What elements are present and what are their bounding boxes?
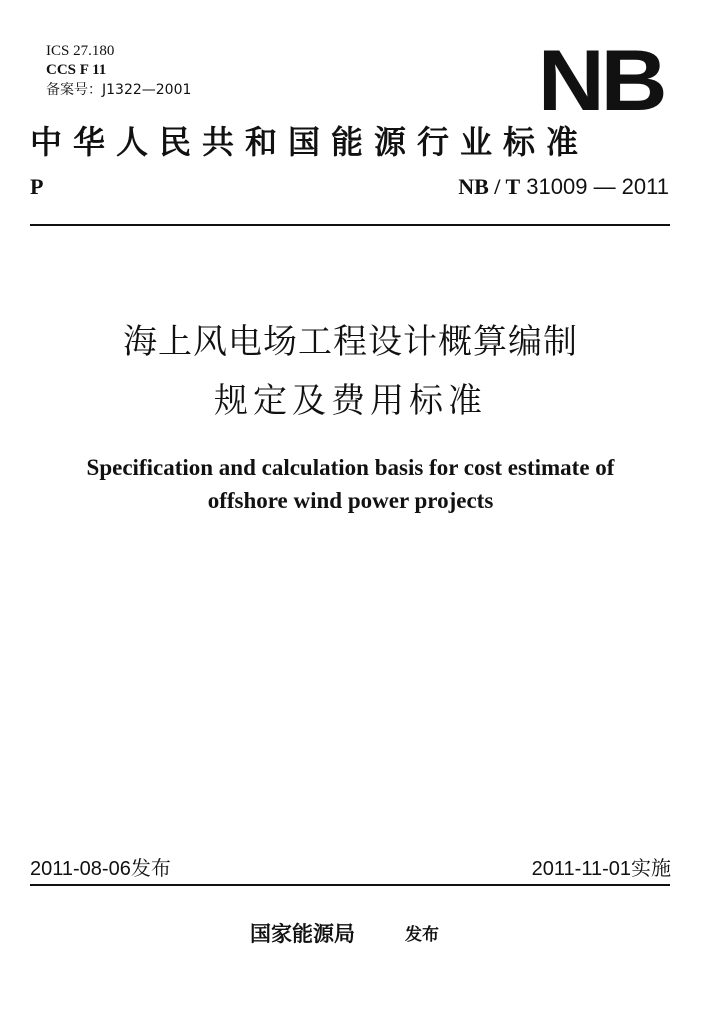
category-code: P [30,174,44,199]
ccs-code: CCS F 11 [46,62,107,78]
effective-date: 2011-11-01实施 [531,858,671,880]
industry-standard-label: 中华人民共和国能源行业标准 [30,123,590,161]
standard-number [458,174,669,200]
chinese-title-line-2: 规定及费用标准 [214,381,487,421]
record-number: 备案号：J1322—2001 [46,82,192,98]
issuer-action: 发布 [405,925,439,945]
english-title-line-2: offshore wind power projects [207,488,494,513]
standard-number-prefix: NB / T [458,174,521,199]
ics-code: ICS 27.180 [46,43,115,59]
english-title-line-1: Specification and calculation basis for cost estimate of [86,455,615,480]
header-divider [30,224,670,226]
issuer-name: 国家能源局 [250,922,355,946]
standard-number-value: 31009 — 2011 [526,174,669,199]
issue-date: 2011-08-06发布 [30,858,171,880]
footer-divider [30,884,670,886]
chinese-title-line-1: 海上风电场工程设计概算编制 [123,322,578,362]
nb-logo: NB [537,33,663,129]
